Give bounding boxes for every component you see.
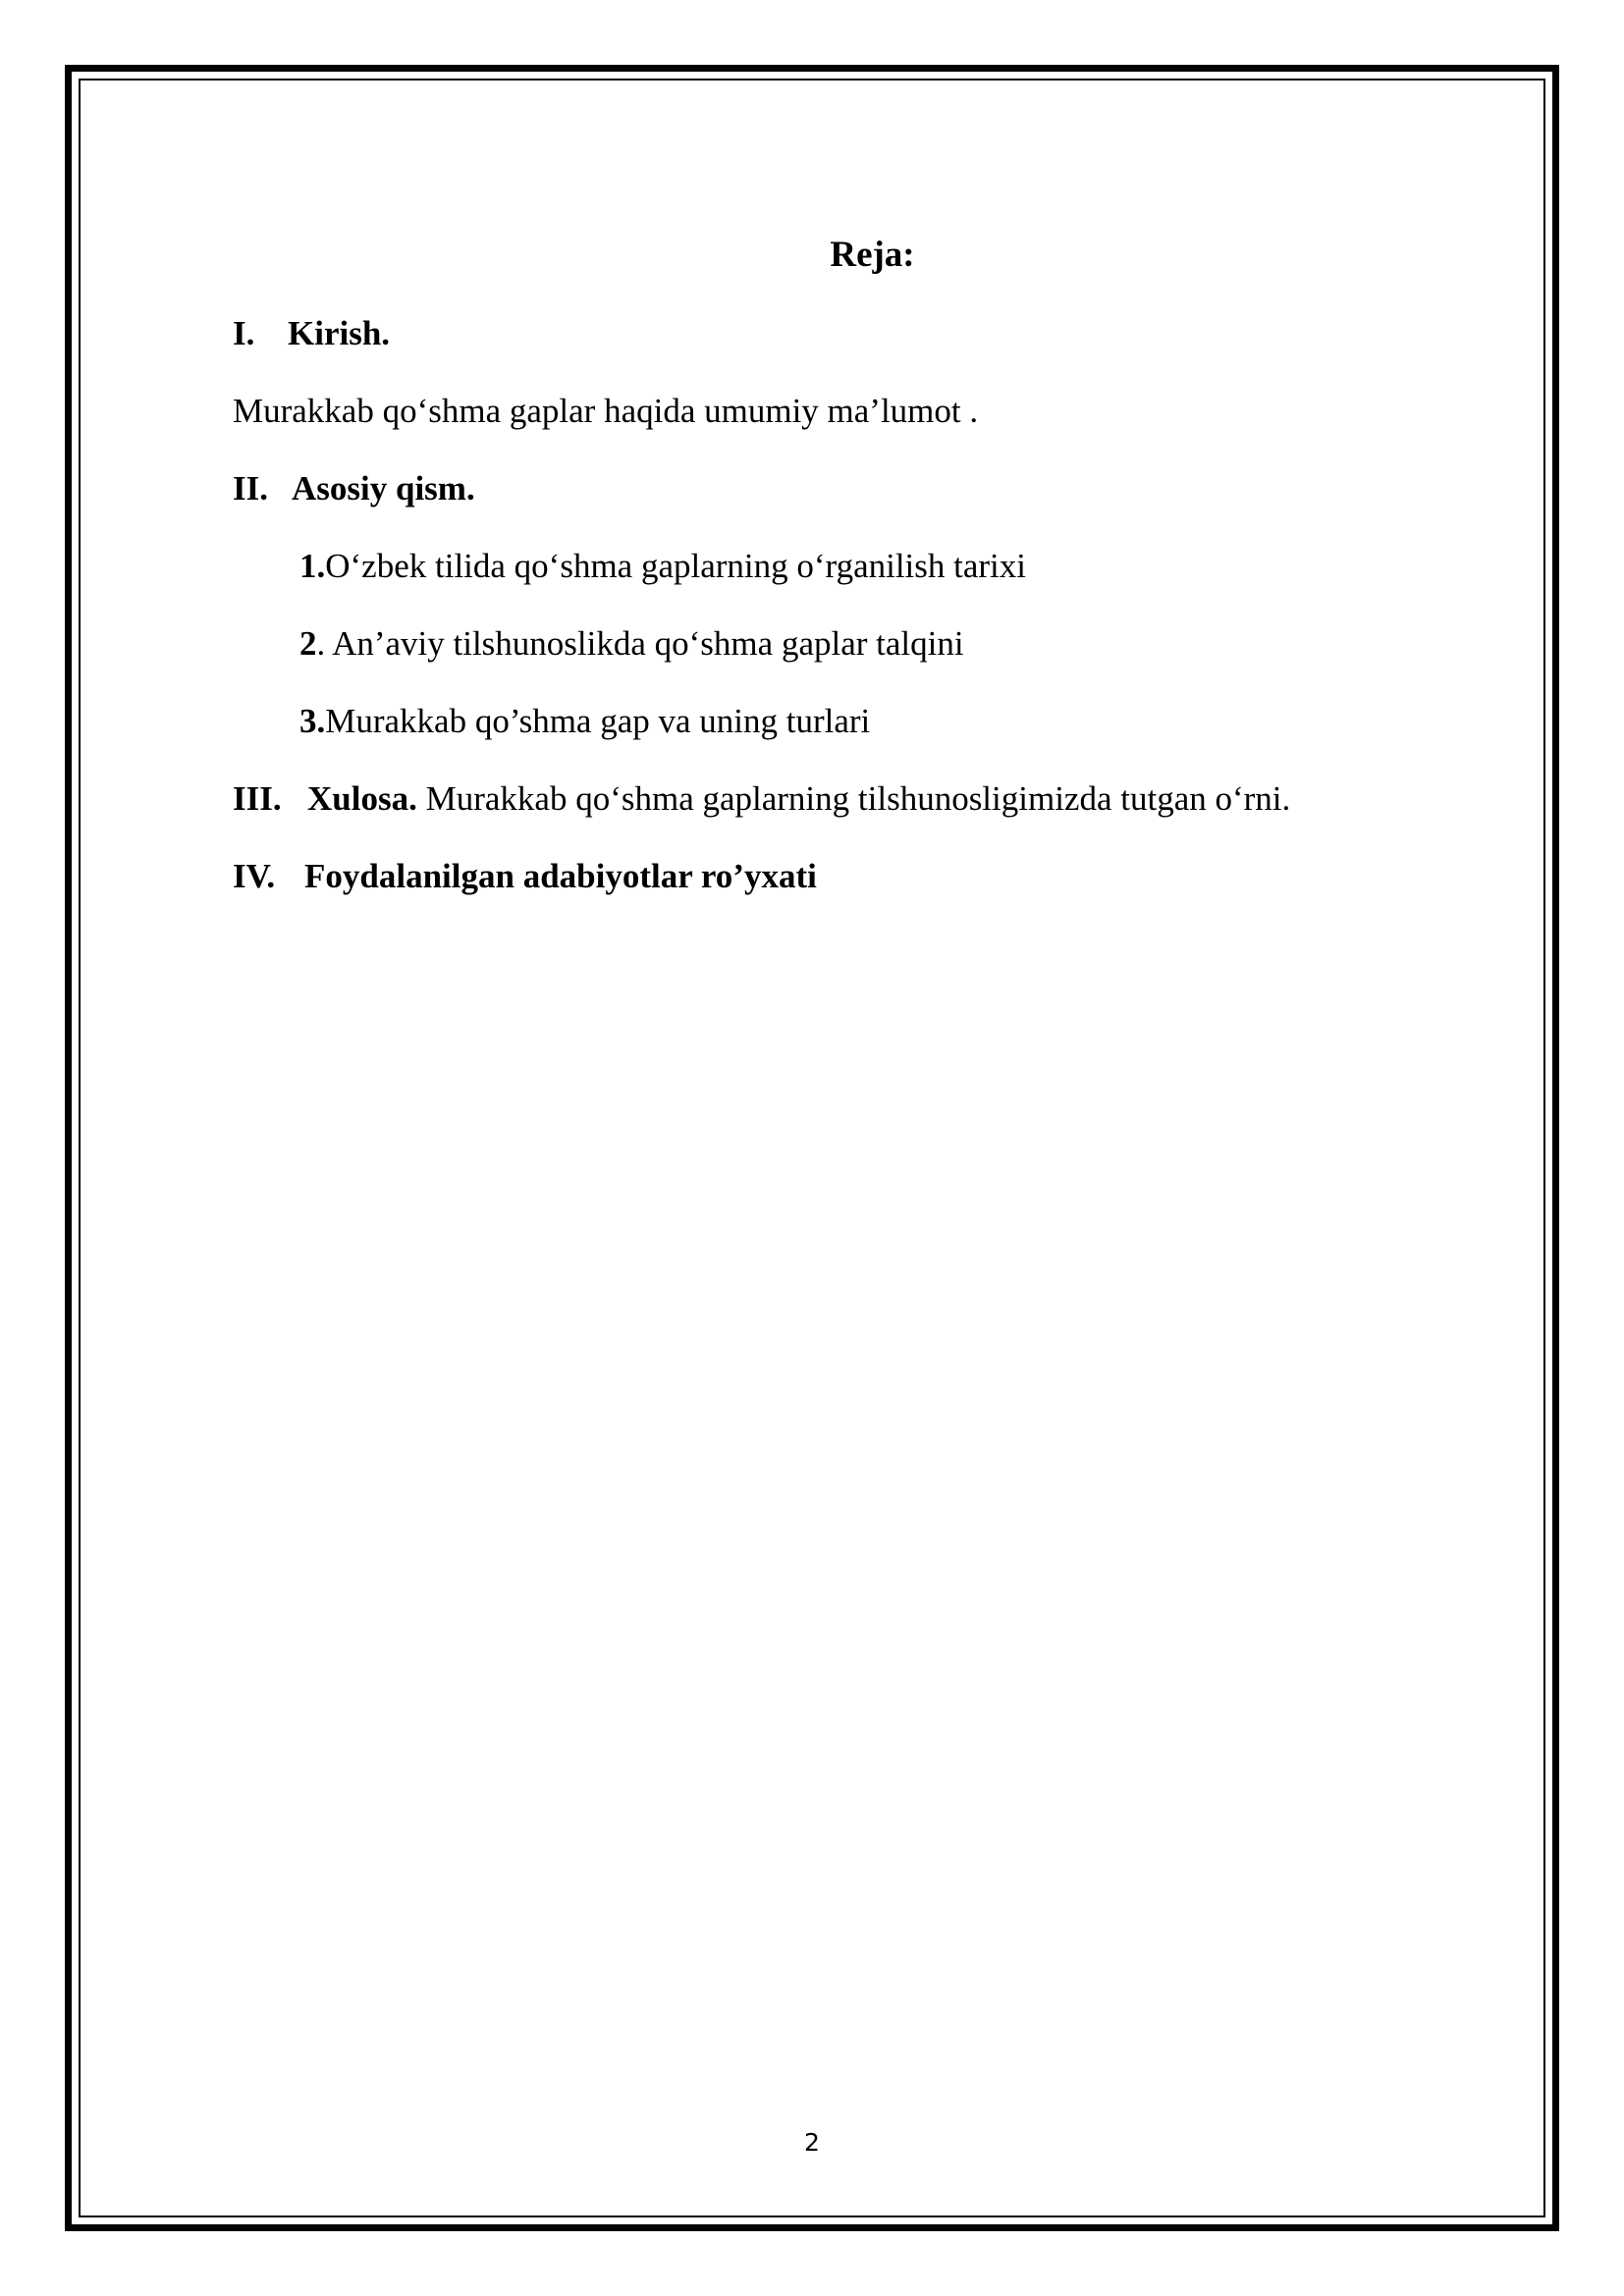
plan-title: Reja: <box>830 235 915 275</box>
section-2 <box>233 467 475 510</box>
item-1-number: 1. <box>299 547 326 585</box>
section-3 <box>233 777 1290 821</box>
section-2-item-3 <box>299 700 870 743</box>
section-1-numeral: I. <box>233 314 255 352</box>
section-2-heading: Asosiy qism. <box>292 469 475 507</box>
section-3-text: Murakkab qo‘shma gaplarning tilshunosligimizda tutgan o‘rni. <box>425 779 1291 818</box>
section-2-numeral: II. <box>233 469 268 507</box>
section-2-item-2 <box>299 622 964 666</box>
section-1-heading: Kirish. <box>288 314 391 352</box>
item-2-text: . An’aviy tilshunoslikda qo‘shma gaplar talqini <box>316 624 964 663</box>
item-1-text: O‘zbek tilida qo‘shma gaplarning o‘rganilish tarixi <box>325 547 1027 585</box>
section-4-heading: Foydalanilgan adabiyotlar ro’yxati <box>304 857 817 895</box>
section-2-item-1 <box>299 545 1026 588</box>
section-4-numeral: IV. <box>233 857 276 895</box>
item-3-text: Murakkab qo’shma gap va uning turlari <box>325 702 871 740</box>
section-3-numeral: III. <box>233 779 282 818</box>
page-number: 2 <box>804 2128 820 2157</box>
section-1 <box>233 312 390 355</box>
section-4 <box>233 855 817 898</box>
intro-text: Murakkab qo‘shma gaplar haqida umumiy ma’lumot . <box>233 392 979 430</box>
item-3-number: 3. <box>299 702 326 740</box>
section-3-heading: Xulosa. <box>307 779 417 818</box>
item-2-number: 2 <box>299 624 317 663</box>
